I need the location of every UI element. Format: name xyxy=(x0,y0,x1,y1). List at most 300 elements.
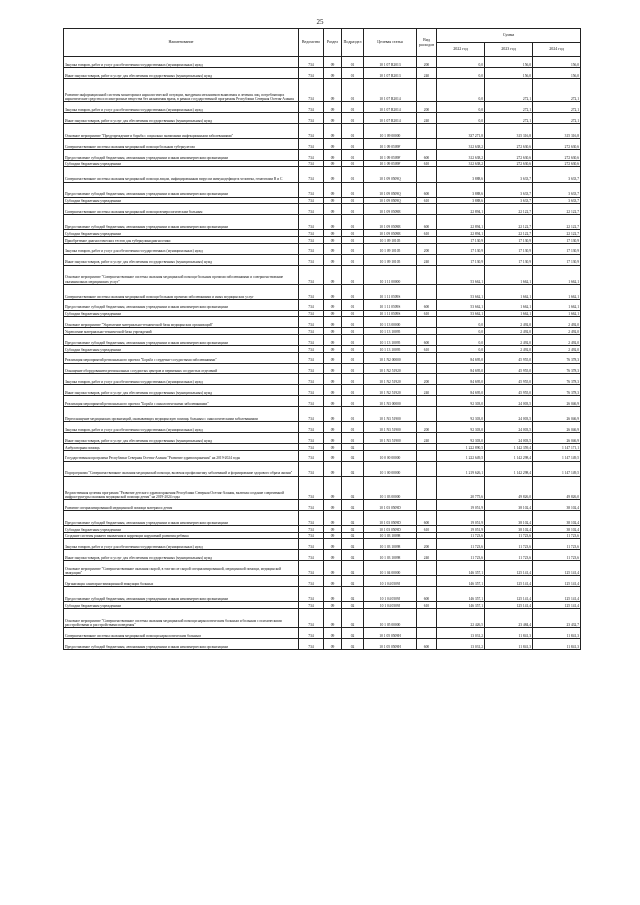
table-row xyxy=(64,204,581,215)
row-sum-2024: 272,1 xyxy=(533,102,581,113)
row-expense-type xyxy=(417,407,437,422)
row-target-article: 10 1 04 0509J xyxy=(364,576,417,587)
row-name: Реализация мероприятий регионального проекта "Борьба с сердечно-сосудистыми заболеваниями" xyxy=(64,352,299,363)
row-sum-2024: 156,0 xyxy=(533,67,581,78)
row-sum-2023: 2 492,0 xyxy=(485,335,533,346)
row-sum-2022: 0,0 xyxy=(437,328,485,335)
row-razdel: 09 xyxy=(324,197,342,204)
table-row xyxy=(64,102,581,113)
row-sum-2022: 22 426,5 xyxy=(437,608,485,627)
row-expense-type: 610 xyxy=(417,160,437,167)
header-target-article: Целевая статья xyxy=(364,29,417,57)
row-sum-2022: 0,0 xyxy=(437,67,485,78)
row-expense-type: 240 xyxy=(417,67,437,78)
row-razdel: 09 xyxy=(324,113,342,124)
row-podrazdel: 01 xyxy=(342,422,364,433)
row-sum-2023: 23 484,4 xyxy=(485,608,533,627)
row-name: Закупка товаров, работ и услуг для обеспечения государственных (муниципальных) нужд xyxy=(64,539,299,550)
row-vedomstvo: 734 xyxy=(299,149,324,160)
row-target-article: 10 1 09 10105 xyxy=(364,254,417,265)
row-name: Субсидии бюджетным учреждениям xyxy=(64,310,299,317)
row-target-article: 10 0 00 00000 xyxy=(364,450,417,461)
header-name: Наименование xyxy=(64,29,299,57)
row-sum-2024: 125 141,4 xyxy=(533,576,581,587)
row-sum-2022: 11 723,6 xyxy=(437,539,485,550)
row-razdel: 09 xyxy=(324,550,342,561)
row-razdel: 09 xyxy=(324,67,342,78)
row-name: Совершенствование системы оказания медицинской помощи венерологическим больным xyxy=(64,204,299,215)
row-razdel: 09 xyxy=(324,587,342,602)
row-sum-2022: 0,0 xyxy=(437,317,485,328)
row-target-article: 10 1 05 0509H xyxy=(364,639,417,650)
row-expense-type: 240 xyxy=(417,385,437,396)
row-target-article: 10 1 04 0509J xyxy=(364,587,417,602)
row-podrazdel: 01 xyxy=(342,328,364,335)
header-year-2023: 2023 год xyxy=(485,43,533,57)
row-podrazdel: 01 xyxy=(342,385,364,396)
row-sum-2024: 38 102,4 xyxy=(533,525,581,532)
row-razdel: 09 xyxy=(324,57,342,68)
row-target-article: 10 1 09 0509F xyxy=(364,160,417,167)
row-expense-type xyxy=(417,352,437,363)
table-body xyxy=(64,57,581,650)
row-podrazdel: 02 xyxy=(342,476,364,499)
row-sum-2022: 11 723,6 xyxy=(437,550,485,561)
row-podrazdel: 01 xyxy=(342,215,364,230)
row-name: Иные закупки товаров, работ и услуг для обеспечения государственных (муниципальных) нужд xyxy=(64,550,299,561)
row-target-article: 10 1 N2 00000 xyxy=(364,352,417,363)
table-row xyxy=(64,67,581,78)
row-sum-2022: 146 357,1 xyxy=(437,587,485,602)
row-sum-2023: 125 141,4 xyxy=(485,587,533,602)
row-target-article: 10 1 09 0509Q xyxy=(364,182,417,197)
row-razdel: 09 xyxy=(324,385,342,396)
row-sum-2024: 156,0 xyxy=(533,57,581,68)
row-name: Закупка товаров, работ и услуг для обеспечения государственных (муниципальных) нужд xyxy=(64,57,299,68)
row-expense-type xyxy=(417,328,437,335)
table-row xyxy=(64,335,581,346)
table-row xyxy=(64,539,581,550)
row-expense-type: 610 xyxy=(417,525,437,532)
table-row xyxy=(64,78,581,101)
row-target-article: 10 1 13 10095 xyxy=(364,335,417,346)
row-target-article: 10 1 03 0509D xyxy=(364,500,417,511)
row-expense-type: 200 xyxy=(417,243,437,254)
row-name: Предоставление субсидий бюджетным, автономным учреждениям и иным некоммерческим организациям xyxy=(64,587,299,602)
table-row xyxy=(64,237,581,244)
budget-table xyxy=(63,28,581,650)
row-sum-2024: 2 492,0 xyxy=(533,328,581,335)
row-vedomstvo: 734 xyxy=(299,352,324,363)
row-sum-2024: 76 378,3 xyxy=(533,363,581,374)
row-name: Закупка товаров, работ и услуг для обеспечения государственных (муниципальных) нужд xyxy=(64,102,299,113)
row-target-article: 10 1 03 0509D xyxy=(364,510,417,525)
row-podrazdel: 02 xyxy=(342,576,364,587)
row-sum-2024: 125 141,4 xyxy=(533,587,581,602)
row-sum-2024: 2 492,0 xyxy=(533,335,581,346)
row-razdel: 09 xyxy=(324,182,342,197)
row-name: Иные закупки товаров, работ и услуг для обеспечения государственных (муниципальных) нужд xyxy=(64,433,299,444)
row-target-article: 10 1 09 0509R xyxy=(364,230,417,237)
row-podrazdel: 01 xyxy=(342,363,364,374)
row-sum-2023: 125 141,4 xyxy=(485,561,533,576)
row-podrazdel: 01 xyxy=(342,335,364,346)
row-razdel: 09 xyxy=(324,628,342,639)
row-podrazdel: 01 xyxy=(342,149,364,160)
row-vedomstvo: 734 xyxy=(299,385,324,396)
table-row xyxy=(64,243,581,254)
table-row xyxy=(64,450,581,461)
row-name: Создание системы раннего выявления и коррекции нарушений развития ребенка xyxy=(64,532,299,539)
header-razdel: Раздел xyxy=(324,29,342,57)
row-sum-2024: 272 630,6 xyxy=(533,138,581,149)
row-sum-2022: 0,0 xyxy=(437,335,485,346)
header-sum: Сумма xyxy=(437,29,581,43)
row-sum-2023: 38 102,4 xyxy=(485,510,533,525)
row-sum-2023: 17 130,9 xyxy=(485,243,533,254)
row-expense-type: 610 xyxy=(417,602,437,609)
row-target-article: 10 1 11 00000 xyxy=(364,265,417,284)
row-sum-2023: 125 141,4 xyxy=(485,576,533,587)
row-expense-type xyxy=(417,500,437,511)
row-sum-2024: 11 723,6 xyxy=(533,550,581,561)
row-expense-type xyxy=(417,576,437,587)
row-sum-2022: 19 051,9 xyxy=(437,525,485,532)
row-sum-2023: 49 826,0 xyxy=(485,476,533,499)
row-razdel: 09 xyxy=(324,310,342,317)
table-row xyxy=(64,396,581,407)
row-target-article: 10 1 N3 51900 xyxy=(364,422,417,433)
row-sum-2023: 45 955,0 xyxy=(485,352,533,363)
row-sum-2022: 22 894,1 xyxy=(437,215,485,230)
row-target-article: 10 1 09 0509F xyxy=(364,138,417,149)
row-vedomstvo: 734 xyxy=(299,284,324,299)
row-sum-2024: 26 046,9 xyxy=(533,422,581,433)
row-sum-2024: 76 378,3 xyxy=(533,385,581,396)
row-podrazdel: 02 xyxy=(342,550,364,561)
row-sum-2024: 125 141,4 xyxy=(533,602,581,609)
row-sum-2024: 23 432,7 xyxy=(533,608,581,627)
row-sum-2024: 1 662,1 xyxy=(533,265,581,284)
table-row xyxy=(64,500,581,511)
row-podrazdel: 02 xyxy=(342,461,364,476)
row-sum-2024: 2 492,0 xyxy=(533,345,581,352)
row-expense-type xyxy=(417,237,437,244)
row-podrazdel: 02 xyxy=(342,608,364,627)
row-name: Предоставление субсидий бюджетным, автономным учреждениям и иным некоммерческим организациям xyxy=(64,510,299,525)
row-sum-2022: 53 662,1 xyxy=(437,310,485,317)
row-expense-type xyxy=(417,561,437,576)
row-expense-type: 200 xyxy=(417,374,437,385)
row-expense-type: 610 xyxy=(417,345,437,352)
row-razdel: 09 xyxy=(324,363,342,374)
row-sum-2023: 1 662,1 xyxy=(485,284,533,299)
row-target-article: 10 1 07 R2014 xyxy=(364,78,417,101)
row-sum-2022: 146 357,1 xyxy=(437,576,485,587)
table-row xyxy=(64,510,581,525)
row-sum-2022: 1 222 890,5 xyxy=(437,443,485,450)
row-vedomstvo: 734 xyxy=(299,602,324,609)
row-razdel: 09 xyxy=(324,345,342,352)
row-podrazdel: 02 xyxy=(342,532,364,539)
row-podrazdel: 01 xyxy=(342,299,364,310)
table-row xyxy=(64,265,581,284)
row-sum-2024: 11 723,6 xyxy=(533,539,581,550)
row-razdel: 09 xyxy=(324,78,342,101)
row-expense-type xyxy=(417,167,437,182)
row-sum-2023: 22 122,7 xyxy=(485,215,533,230)
row-vedomstvo: 734 xyxy=(299,407,324,422)
row-sum-2024: 22 122,7 xyxy=(533,204,581,215)
row-name: Субсидии бюджетным учреждениям xyxy=(64,197,299,204)
row-vedomstvo: 734 xyxy=(299,433,324,444)
row-vedomstvo: 734 xyxy=(299,561,324,576)
row-podrazdel: 01 xyxy=(342,182,364,197)
row-razdel: 09 xyxy=(324,167,342,182)
row-expense-type: 610 xyxy=(417,230,437,237)
row-podrazdel: 01 xyxy=(342,230,364,237)
row-name: Субсидии бюджетным учреждениям xyxy=(64,230,299,237)
row-podrazdel: 01 xyxy=(342,138,364,149)
row-vedomstvo: 734 xyxy=(299,204,324,215)
row-razdel: 09 xyxy=(324,123,342,138)
row-razdel: 09 xyxy=(324,102,342,113)
row-podrazdel: 01 xyxy=(342,374,364,385)
table-row xyxy=(64,639,581,650)
row-sum-2023: 22 122,7 xyxy=(485,230,533,237)
table-row xyxy=(64,197,581,204)
row-expense-type: 600 xyxy=(417,299,437,310)
row-vedomstvo: 734 xyxy=(299,328,324,335)
row-podrazdel: 02 xyxy=(342,587,364,602)
row-razdel: 09 xyxy=(324,215,342,230)
row-vedomstvo: 734 xyxy=(299,102,324,113)
row-sum-2023: 1 142 298,4 xyxy=(485,450,533,461)
row-sum-2023: 272 630,6 xyxy=(485,138,533,149)
table-row xyxy=(64,215,581,230)
row-podrazdel: 01 xyxy=(342,167,364,182)
row-vedomstvo: 734 xyxy=(299,587,324,602)
row-vedomstvo: 734 xyxy=(299,396,324,407)
row-sum-2023: 2 492,0 xyxy=(485,317,533,328)
row-sum-2024: 17 130,9 xyxy=(533,254,581,265)
row-razdel: 09 xyxy=(324,284,342,299)
row-vedomstvo: 734 xyxy=(299,363,324,374)
row-sum-2024: 1 147 149,5 xyxy=(533,461,581,476)
row-target-article: 10 1 09 10105 xyxy=(364,243,417,254)
row-target-article: 10 1 09 0509Q xyxy=(364,167,417,182)
table-row xyxy=(64,587,581,602)
row-vedomstvo: 734 xyxy=(299,265,324,284)
row-expense-type xyxy=(417,204,437,215)
row-target-article: 10 1 03 10098 xyxy=(364,550,417,561)
row-vedomstvo: 734 xyxy=(299,113,324,124)
row-name: Оснащение оборудованием региональных сосудистых центров и первичных сосудистых отделений xyxy=(64,363,299,374)
row-expense-type: 240 xyxy=(417,433,437,444)
row-sum-2023: 156,0 xyxy=(485,67,533,78)
table-row xyxy=(64,310,581,317)
row-sum-2022: 13 031,2 xyxy=(437,639,485,650)
row-sum-2023: 38 102,4 xyxy=(485,525,533,532)
row-vedomstvo: 734 xyxy=(299,299,324,310)
row-podrazdel: 01 xyxy=(342,254,364,265)
row-expense-type: 610 xyxy=(417,197,437,204)
row-sum-2024: 38 102,4 xyxy=(533,510,581,525)
row-sum-2023: 1 662,1 xyxy=(485,265,533,284)
row-sum-2023: 272 630,6 xyxy=(485,160,533,167)
row-name: Закупка товаров, работ и услуг для обеспечения государственных (муниципальных) нужд xyxy=(64,374,299,385)
row-razdel: 09 xyxy=(324,476,342,499)
row-sum-2022: 20 775,6 xyxy=(437,476,485,499)
row-vedomstvo: 734 xyxy=(299,237,324,244)
row-name: Закупка товаров, работ и услуг для обеспечения государственных (муниципальных) нужд xyxy=(64,422,299,433)
row-razdel: 09 xyxy=(324,602,342,609)
row-expense-type xyxy=(417,450,437,461)
row-expense-type xyxy=(417,265,437,284)
row-target-article: 10 1 N2 51920 xyxy=(364,385,417,396)
row-sum-2022: 312 638,2 xyxy=(437,160,485,167)
row-sum-2023: 38 102,4 xyxy=(485,500,533,511)
row-razdel: 09 xyxy=(324,352,342,363)
row-podrazdel: 02 xyxy=(342,450,364,461)
row-expense-type: 600 xyxy=(417,510,437,525)
row-sum-2024: 26 046,9 xyxy=(533,396,581,407)
row-sum-2023: 11 723,6 xyxy=(485,550,533,561)
row-sum-2024: 3 633,7 xyxy=(533,167,581,182)
table-row xyxy=(64,602,581,609)
row-sum-2022: 0,0 xyxy=(437,57,485,68)
row-sum-2023: 3 633,7 xyxy=(485,197,533,204)
row-sum-2023: 3 633,7 xyxy=(485,182,533,197)
row-name: Укрепление материально-технической базы учреждений xyxy=(64,328,299,335)
row-name: Государственная программа Республики Северная Осетия-Алания "Развитие здравоохранения" на 2019-2024 годы xyxy=(64,450,299,461)
table-row xyxy=(64,422,581,433)
row-target-article: 10 1 05 00000 xyxy=(364,608,417,627)
row-sum-2023: 17 130,9 xyxy=(485,237,533,244)
row-sum-2023: 272,1 xyxy=(485,102,533,113)
row-sum-2022: 0,0 xyxy=(437,78,485,101)
row-vedomstvo: 734 xyxy=(299,550,324,561)
row-expense-type xyxy=(417,476,437,499)
row-target-article: 10 1 03 0509D xyxy=(364,525,417,532)
row-sum-2024: 49 826,0 xyxy=(533,476,581,499)
row-podrazdel: 01 xyxy=(342,113,364,124)
row-name: Иные закупки товаров, работ и услуг для обеспечения государственных (муниципальных) нужд xyxy=(64,385,299,396)
row-target-article: 10 1 00 00000 xyxy=(364,461,417,476)
row-razdel: 09 xyxy=(324,608,342,627)
row-sum-2023: 1 142 298,4 xyxy=(485,461,533,476)
row-sum-2024: 272,1 xyxy=(533,113,581,124)
row-sum-2024: 315 316,8 xyxy=(533,123,581,138)
row-sum-2024: 22 122,7 xyxy=(533,215,581,230)
row-sum-2022: 53 662,1 xyxy=(437,284,485,299)
row-target-article: 10 1 N2 51920 xyxy=(364,374,417,385)
row-expense-type xyxy=(417,78,437,101)
row-expense-type: 200 xyxy=(417,102,437,113)
row-razdel: 09 xyxy=(324,539,342,550)
row-podrazdel: 02 xyxy=(342,510,364,525)
row-vedomstvo: 734 xyxy=(299,608,324,627)
row-vedomstvo: 734 xyxy=(299,123,324,138)
row-sum-2022: 312 638,2 xyxy=(437,149,485,160)
row-expense-type xyxy=(417,123,437,138)
row-sum-2024: 26 046,9 xyxy=(533,433,581,444)
row-name: Совершенствование системы оказания медицинской помощи больным прочими заболеваниями и иных медицинских услуг xyxy=(64,284,299,299)
row-expense-type: 610 xyxy=(417,310,437,317)
row-sum-2023: 1 662,1 xyxy=(485,299,533,310)
row-vedomstvo: 734 xyxy=(299,461,324,476)
row-vedomstvo: 734 xyxy=(299,576,324,587)
table-row xyxy=(64,328,581,335)
row-name: Субсидии бюджетным учреждениям xyxy=(64,160,299,167)
row-sum-2023: 272,1 xyxy=(485,78,533,101)
table-row xyxy=(64,167,581,182)
row-target-article: 10 1 03 00000 xyxy=(364,476,417,499)
header-expense-type: Вид расходов xyxy=(417,29,437,57)
row-sum-2023: 2 492,0 xyxy=(485,328,533,335)
row-sum-2022: 13 031,2 xyxy=(437,628,485,639)
row-sum-2023: 272,1 xyxy=(485,113,533,124)
row-expense-type: 600 xyxy=(417,335,437,346)
row-sum-2024: 76 378,3 xyxy=(533,352,581,363)
table-header xyxy=(64,29,581,57)
row-name: Совершенствование системы оказания медицинской помощи наркологическим больным xyxy=(64,628,299,639)
row-target-article: 10 1 07 R2014 xyxy=(364,113,417,124)
row-vedomstvo: 734 xyxy=(299,138,324,149)
row-razdel: 09 xyxy=(324,335,342,346)
row-target-article: 10 1 09 0509R xyxy=(364,204,417,215)
row-podrazdel: 01 xyxy=(342,352,364,363)
row-sum-2022: 1 219 626,1 xyxy=(437,461,485,476)
row-podrazdel: 02 xyxy=(342,539,364,550)
row-name: Предоставление субсидий бюджетным, автономным учреждениям и иным некоммерческим организациям xyxy=(64,299,299,310)
row-name: Субсидии бюджетным учреждениям xyxy=(64,345,299,352)
row-vedomstvo: 734 xyxy=(299,639,324,650)
row-name: Предоставление субсидий бюджетным, автономным учреждениям и иным некоммерческим организациям xyxy=(64,639,299,650)
row-sum-2024: 2 492,0 xyxy=(533,317,581,328)
row-sum-2023: 125 141,4 xyxy=(485,602,533,609)
row-sum-2024: 76 378,3 xyxy=(533,374,581,385)
row-target-article: 10 1 11 0509S xyxy=(364,310,417,317)
row-sum-2024: 3 633,7 xyxy=(533,182,581,197)
row-razdel: 09 xyxy=(324,160,342,167)
row-podrazdel: 02 xyxy=(342,561,364,576)
table-row xyxy=(64,299,581,310)
row-name: Ведомственная целевая программа "Развитие детского здравоохранения Республики Северная Осетия-Алания, включая создание современной инфраструктуры оказания медицинской помощи детям" на 2019-2024 годы xyxy=(64,476,299,499)
row-razdel: 09 xyxy=(324,561,342,576)
row-razdel: 09 xyxy=(324,328,342,335)
row-expense-type: 600 xyxy=(417,149,437,160)
row-podrazdel: 02 xyxy=(342,443,364,450)
row-vedomstvo: 734 xyxy=(299,67,324,78)
row-sum-2023: 2 492,0 xyxy=(485,345,533,352)
header-vedomstvo: Ведомство xyxy=(299,29,324,57)
row-sum-2024: 1 662,1 xyxy=(533,299,581,310)
row-name: Основное мероприятие "Совершенствование оказания скорой, в том числе скорой специализированной, медицинской помощи, медицинской эвакуации" xyxy=(64,561,299,576)
row-expense-type: 240 xyxy=(417,113,437,124)
row-vedomstvo: 734 xyxy=(299,57,324,68)
row-target-article: 10 1 07 R2014 xyxy=(364,102,417,113)
row-sum-2024: 22 122,7 xyxy=(533,230,581,237)
row-razdel: 09 xyxy=(324,500,342,511)
row-name: Амбулаторная помощь xyxy=(64,443,299,450)
row-sum-2023: 11 841,3 xyxy=(485,628,533,639)
row-podrazdel: 01 xyxy=(342,396,364,407)
row-sum-2024: 1 662,1 xyxy=(533,284,581,299)
table-row xyxy=(64,433,581,444)
row-name: Приобретение диагностических тестов для туберкулинодиагностики xyxy=(64,237,299,244)
row-podrazdel: 01 xyxy=(342,284,364,299)
